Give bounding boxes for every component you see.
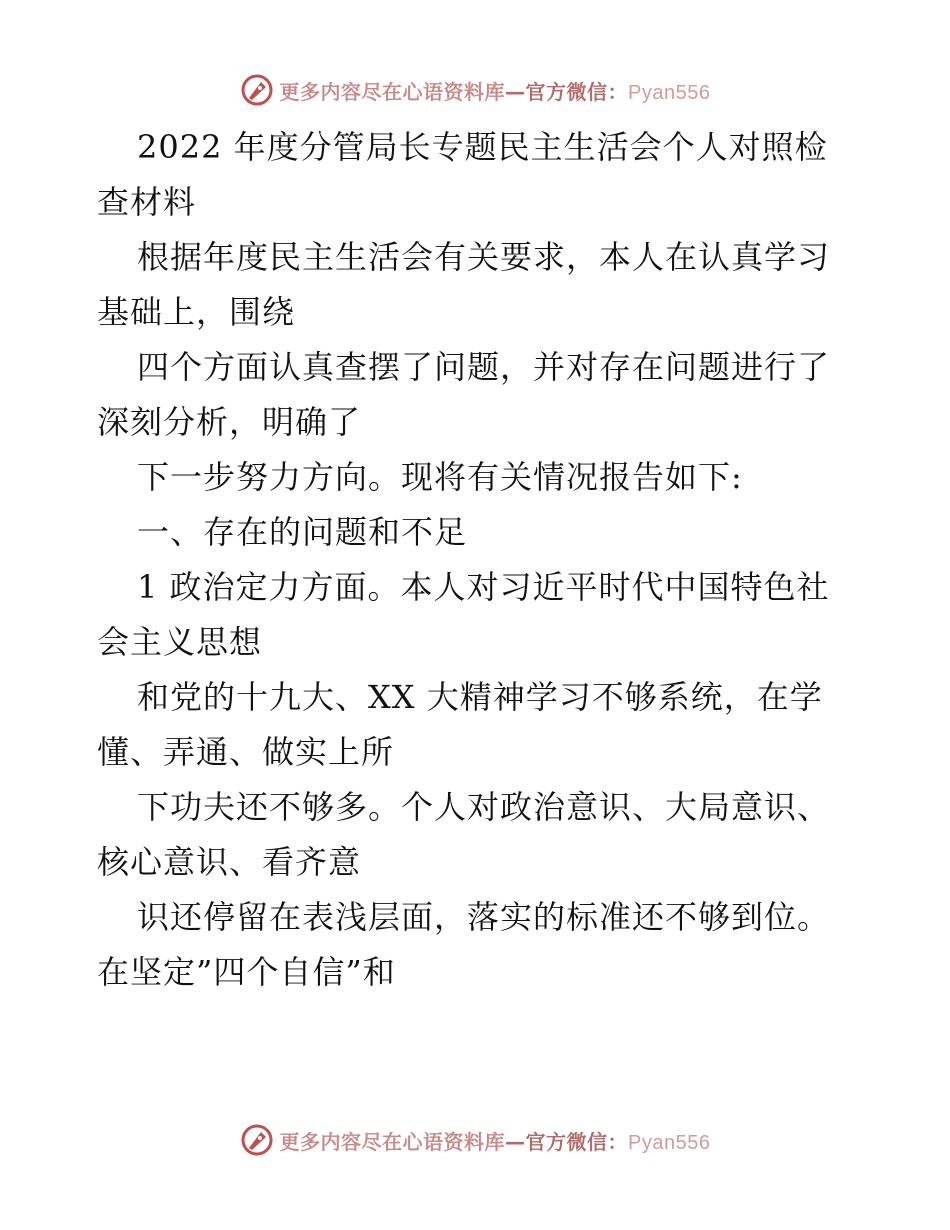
watermark-slogan: 更多内容尽在心语资料库 bbox=[279, 1129, 506, 1154]
watermark-channel: 官方微信： bbox=[525, 1129, 629, 1154]
watermark-text bbox=[280, 76, 711, 105]
paragraph-line: 下一步努力方向。现将有关情况报告如下: bbox=[137, 458, 743, 496]
paragraph-line: 根据年度民主生活会有关要求，本人在认真学习 bbox=[137, 238, 831, 276]
paragraph-line: 基础上，围绕 bbox=[97, 293, 296, 331]
paragraph-line: 和党的十九大、XX 大精神学习不够系统，在学 bbox=[137, 678, 823, 716]
watermark-channel: 官方微信： bbox=[525, 79, 629, 104]
watermark-separator: — bbox=[505, 1129, 526, 1154]
watermark-account: Pyan556 bbox=[628, 1131, 711, 1154]
watermark-separator: — bbox=[505, 79, 526, 104]
watermark-text bbox=[280, 1126, 711, 1155]
document-title-line-2: 查材料 bbox=[97, 183, 197, 221]
watermark-banner-top bbox=[0, 70, 950, 110]
paragraph-line: 下功夫还不够多。个人对政治意识、大局意识、 bbox=[137, 788, 831, 826]
pen-nib-circle-icon bbox=[240, 1123, 274, 1157]
watermark-slogan: 更多内容尽在心语资料库 bbox=[279, 79, 506, 104]
paragraph-line: 四个方面认真查摆了问题，并对存在问题进行了 bbox=[137, 348, 831, 386]
paragraph-line: 深刻分析，明确了 bbox=[97, 403, 362, 441]
pen-nib-circle-icon bbox=[240, 73, 274, 107]
document-title-line-1: 2022 年度分管局长专题民主生活会个人对照检 bbox=[137, 128, 828, 166]
document-body bbox=[97, 120, 857, 1000]
paragraph-line: 核心意识、看齐意 bbox=[97, 843, 362, 881]
paragraph-line: 1 政治定力方面。本人对习近平时代中国特色社 bbox=[137, 568, 830, 606]
paragraph-line: 在坚定”四个自信”和 bbox=[97, 953, 396, 991]
paragraph-line: 识还停留在表浅层面，落实的标准还不够到位。 bbox=[137, 898, 831, 936]
watermark-banner-bottom bbox=[0, 1120, 950, 1160]
paragraph-line: 会主义思想 bbox=[97, 623, 263, 661]
section-heading: 一、存在的问题和不足 bbox=[137, 513, 468, 551]
paragraph-line: 懂、弄通、做实上所 bbox=[97, 733, 395, 771]
watermark-account: Pyan556 bbox=[628, 81, 711, 104]
